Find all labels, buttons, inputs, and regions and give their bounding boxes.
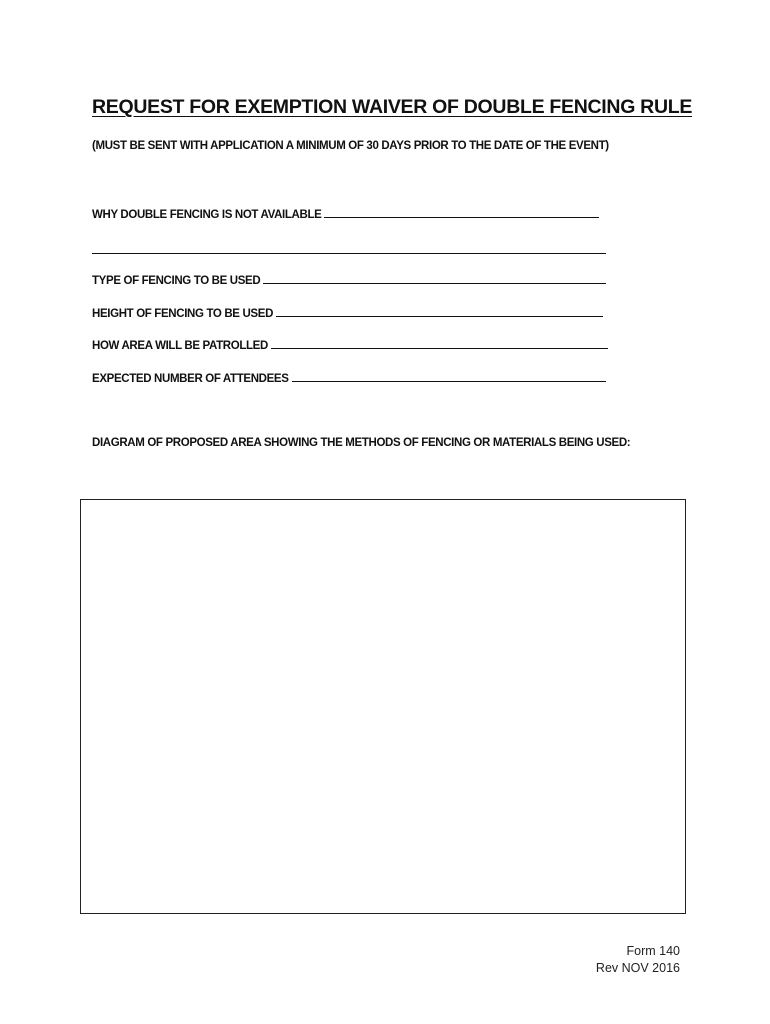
form-subtitle: (MUST BE SENT WITH APPLICATION A MINIMUM OF 30 DAYS PRIOR TO THE DATE OF THE EVENT) bbox=[92, 140, 609, 152]
diagram-label: DIAGRAM OF PROPOSED AREA SHOWING THE METHODS OF FENCING OR MATERIALS BEING USED: bbox=[92, 437, 631, 449]
field-height-of-fencing bbox=[92, 306, 603, 320]
form-number: Form 140 bbox=[626, 944, 680, 958]
fill-in-line[interactable] bbox=[292, 371, 606, 382]
field-label: HEIGHT OF FENCING TO BE USED bbox=[92, 308, 274, 320]
field-how-area-patrolled bbox=[92, 338, 608, 352]
fill-in-line[interactable] bbox=[324, 207, 599, 218]
field-expected-attendees bbox=[92, 371, 606, 385]
field-label: WHY DOUBLE FENCING IS NOT AVAILABLE bbox=[92, 209, 322, 221]
fill-in-line-continuation[interactable] bbox=[92, 253, 606, 254]
field-type-of-fencing bbox=[92, 273, 606, 287]
form-revision: Rev NOV 2016 bbox=[595, 961, 680, 975]
field-label: EXPECTED NUMBER OF ATTENDEES bbox=[92, 373, 289, 385]
fill-in-line[interactable] bbox=[263, 273, 606, 284]
diagram-drawing-area[interactable] bbox=[80, 499, 686, 914]
field-why-no-double-fencing bbox=[92, 207, 599, 221]
field-label: HOW AREA WILL BE PATROLLED bbox=[92, 340, 268, 352]
field-label: TYPE OF FENCING TO BE USED bbox=[92, 275, 261, 287]
fill-in-line[interactable] bbox=[276, 306, 603, 317]
fill-in-line[interactable] bbox=[271, 338, 608, 349]
form-title: REQUEST FOR EXEMPTION WAIVER OF DOUBLE FENCING RULE bbox=[92, 96, 693, 118]
form-identifier bbox=[596, 943, 680, 977]
